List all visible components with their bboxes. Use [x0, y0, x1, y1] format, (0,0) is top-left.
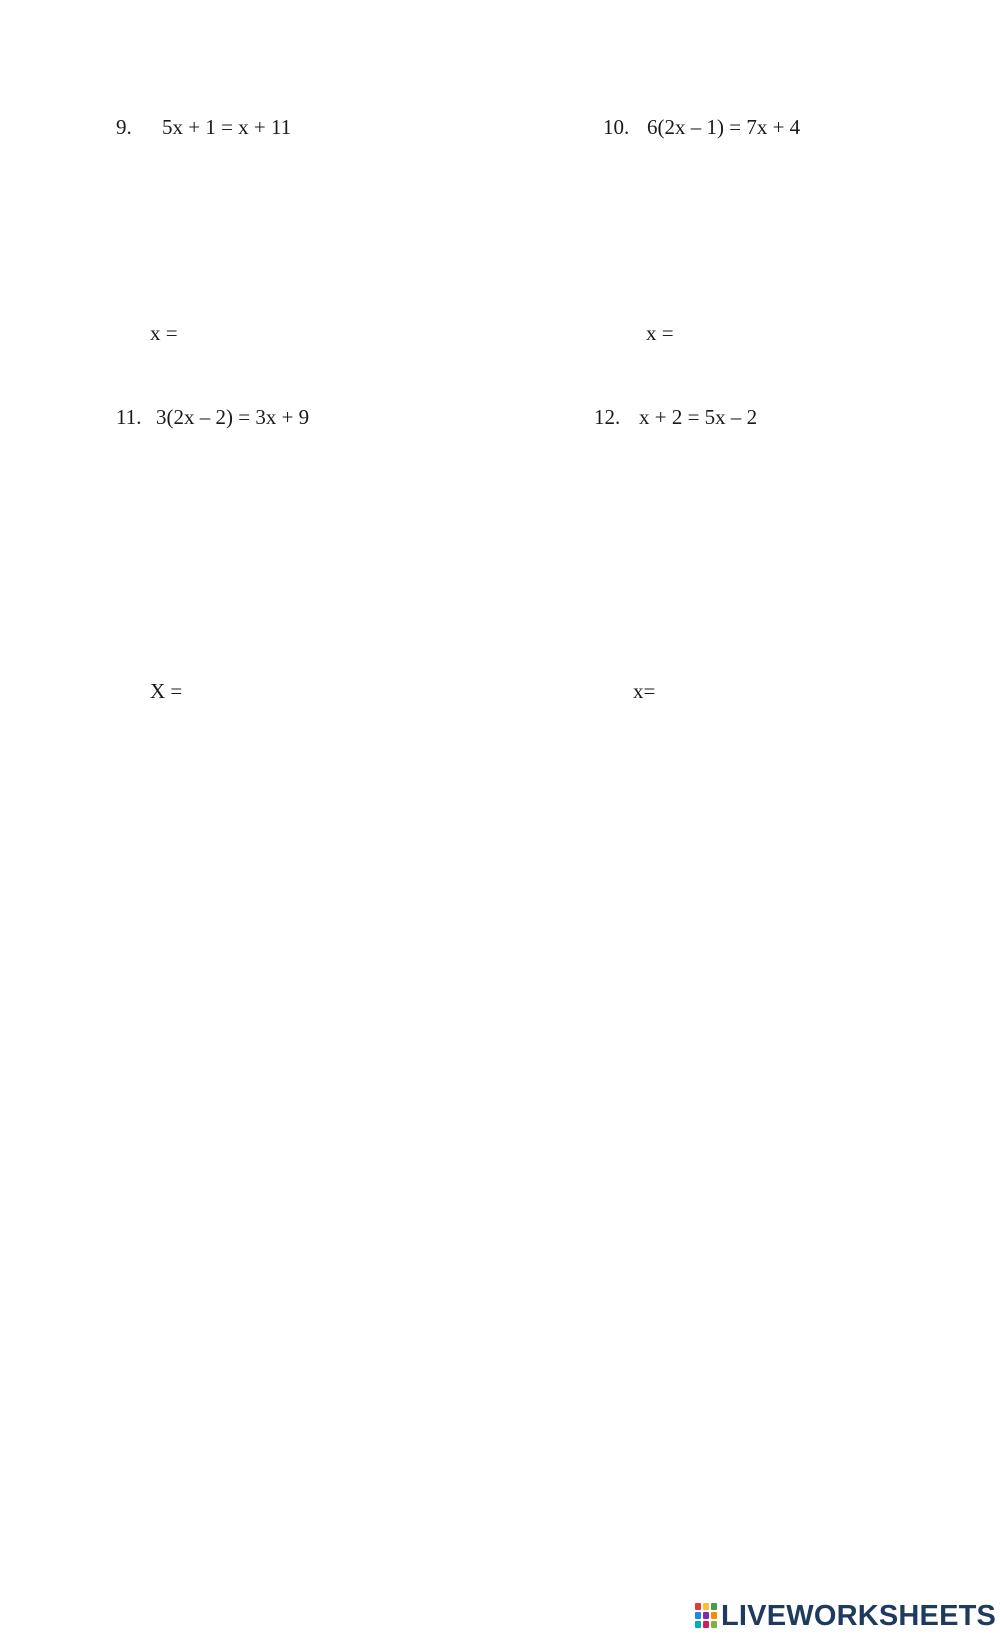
logo-square	[711, 1603, 717, 1610]
problem-10-equation: 6(2x – 1) = 7x + 4	[647, 115, 801, 139]
logo-square	[703, 1603, 709, 1610]
liveworksheets-logo	[695, 1599, 997, 1632]
problem-11-answer-label: X =	[150, 679, 183, 703]
logo-square	[703, 1612, 709, 1619]
problem-12-equation: x + 2 = 5x – 2	[639, 405, 758, 429]
problem-11-number: 11.	[116, 405, 142, 429]
problem-12-number: 12.	[594, 405, 621, 429]
logo-square	[695, 1621, 701, 1628]
problem-10-number: 10.	[603, 115, 630, 139]
liveworksheets-logo-icon	[695, 1603, 717, 1629]
problem-10-answer-input[interactable]	[681, 318, 905, 350]
problem-12-answer-input[interactable]	[665, 676, 889, 708]
logo-square	[695, 1603, 701, 1610]
logo-square	[703, 1621, 709, 1628]
problem-9-answer-label: x =	[150, 321, 178, 345]
logo-square	[695, 1612, 701, 1619]
liveworksheets-logo-text: LIVEWORKSHEETS	[721, 1599, 997, 1632]
problem-9-answer-input[interactable]	[185, 318, 409, 350]
problem-11-equation: 3(2x – 2) = 3x + 9	[156, 405, 310, 429]
problem-10-answer-label: x =	[646, 321, 674, 345]
problem-11-answer-input[interactable]	[190, 676, 414, 708]
logo-square	[711, 1612, 717, 1619]
problem-12-answer-label: x=	[633, 679, 656, 703]
problem-9-equation: 5x + 1 = x + 11	[162, 115, 292, 139]
problem-9-number: 9.	[116, 115, 132, 139]
logo-square	[711, 1621, 717, 1628]
